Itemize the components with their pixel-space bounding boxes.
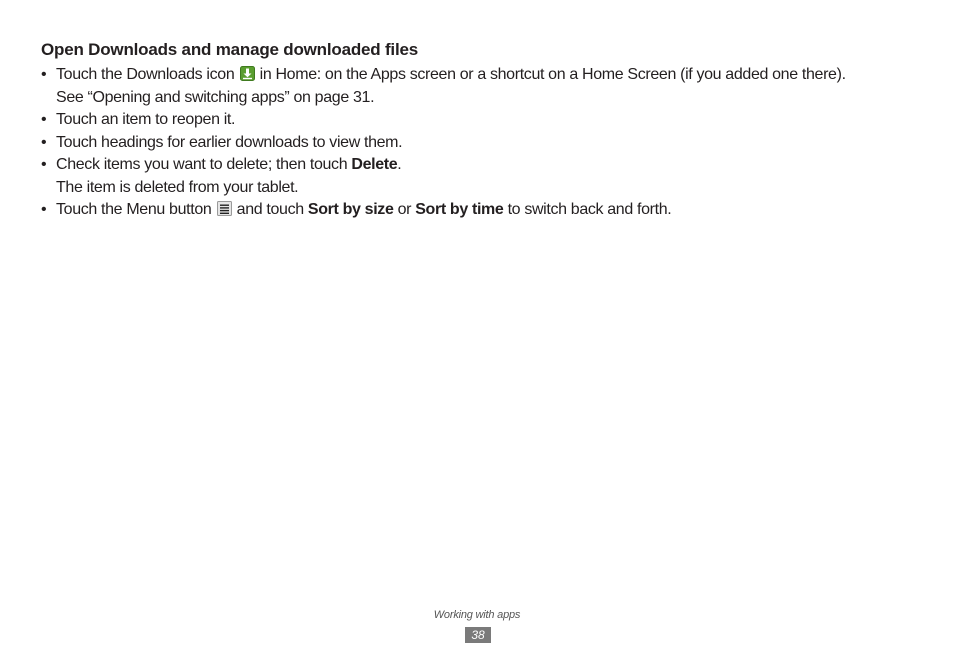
- sort-by-size-term: Sort by size: [307, 201, 394, 218]
- menu-button-icon: [217, 201, 232, 216]
- item-line: Touch the Menu button and touch Sort by size or Sort by time to switch back and forth.: [56, 201, 672, 218]
- item-line: Touch an item to reopen it.: [56, 111, 236, 128]
- bullet: •: [41, 66, 47, 83]
- footer-section-label: Working with apps: [433, 609, 521, 621]
- item-continuation: The item is deleted from your tablet.: [56, 178, 299, 196]
- instruction-list: [41, 64, 921, 222]
- list-item: [41, 154, 921, 199]
- item-line: Check items you want to delete; then touch Delete.: [56, 156, 402, 173]
- item-line: Touch the Downloads icon in Home: on the Apps screen or a shortcut on a Home Screen (if you added one there).: [56, 66, 846, 83]
- list-item: [41, 109, 921, 132]
- sort-by-time-term: Sort by time: [415, 201, 504, 218]
- delete-term: Delete: [351, 156, 398, 173]
- bullet: •: [41, 111, 47, 128]
- item-line: Touch headings for earlier downloads to view them.: [56, 133, 403, 151]
- bullet: •: [41, 156, 47, 173]
- item-continuation: See “Opening and switching apps” on page 31.: [56, 88, 375, 106]
- page-number: 38: [465, 627, 491, 643]
- bullet: •: [41, 201, 47, 218]
- bullet: •: [41, 133, 47, 151]
- list-item: [41, 132, 921, 155]
- downloads-app-icon: [240, 66, 255, 81]
- section-heading: Open Downloads and manage downloaded files: [41, 40, 418, 59]
- list-item: [41, 64, 921, 109]
- list-item: [41, 199, 921, 222]
